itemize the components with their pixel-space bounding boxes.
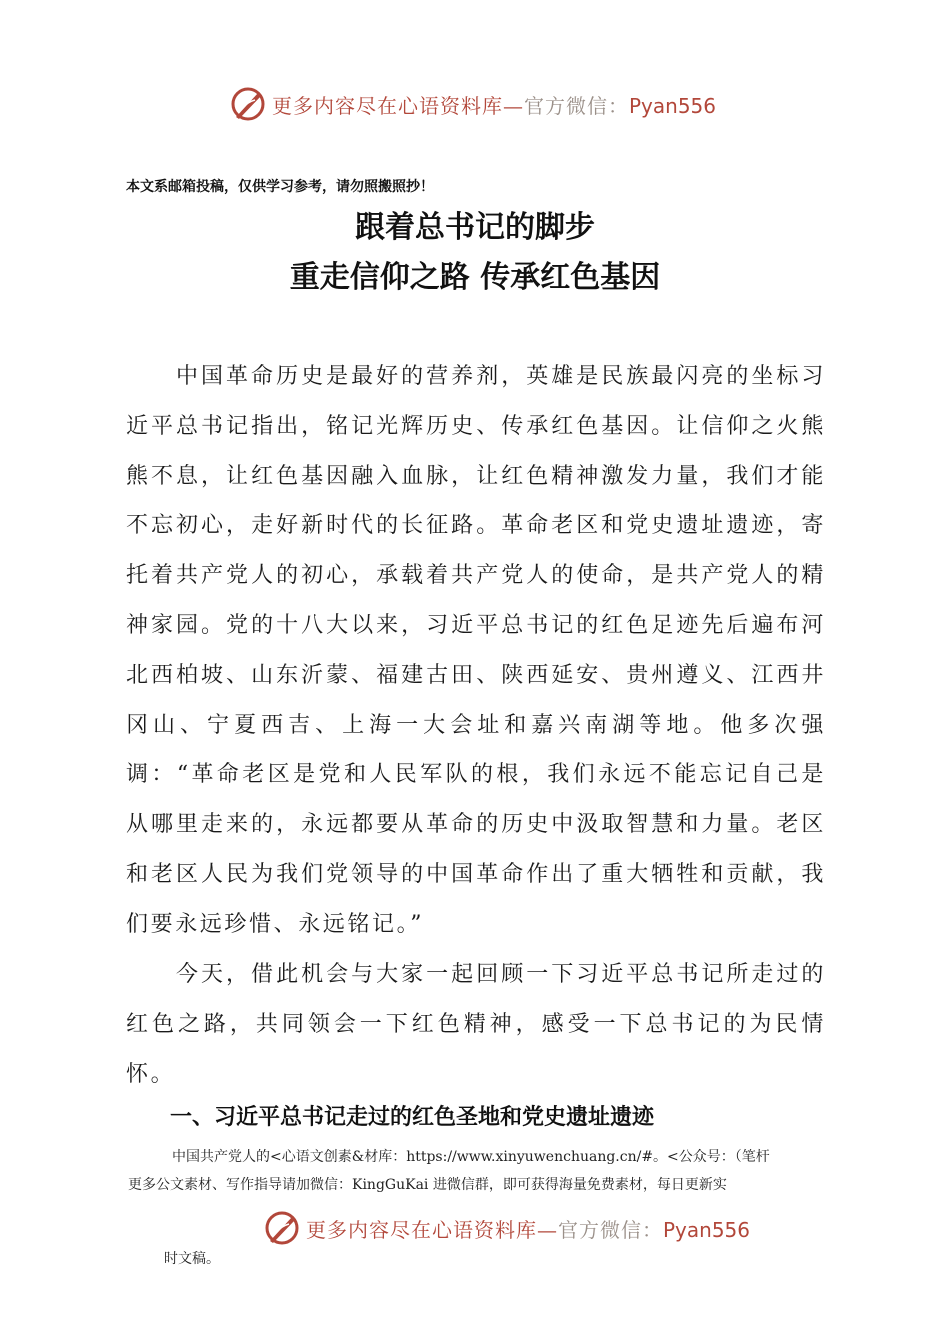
footer-line: 时文稿。 (164, 1251, 220, 1267)
watermark-banner-top (0, 84, 950, 124)
pen-nib-logo-icon (228, 84, 268, 124)
footer-line: 更多公文素材、写作指导请加微信：KingGuKai 进微信群，即可获得海量免费素材，每日更新实 (128, 1177, 727, 1193)
pen-nib-logo-icon (262, 1208, 302, 1248)
submission-notice: 本文系邮箱投稿，仅供学习参考，请勿照搬照抄！ (126, 179, 434, 195)
watermark-text: 更多内容尽在心语资料库—官方微信：Pyan556 (272, 93, 717, 118)
section-heading: 一、习近平总书记走过的红色圣地和党史遗址遗迹 (170, 1105, 655, 1130)
body-paragraph: 中国革命历史是最好的营养剂，英雄是民族最闪亮的坐标习近平总书记指出，铭记光辉历史、传承红色基因。让信仰之火熊熊不息，让红色基因融入血脉，让红色精神激发力量，我们才能不忘初心，走好新时代的长征路。革命老区和党史遗址遗迹，寄托着共产党人的初心，承载着共产党人的使命，是共产党人的精神家园。党的十八大以来，习近平总书记的红色足迹先后遍布河北西柏坡、山东沂蒙、福建古田、陕西延安、贵州遵义、江西井冈山、宁夏西吉、上海一大会址和嘉兴南湖等地。他多次强调：“革命老区是党和人民军队的根，我们永远不能忘记自己是从哪里走来的，永远都要从革命的历史中汲取智慧和力量。老区和老区人民为我们党领导的中国革命作出了重大牺牲和贡献，我们要永远珍惜、永远铭记。” (126, 364, 826, 937)
footer-line: 中国共产党人的<心语文创素&材库：https://www.xinyuwenchuang.cn/#。<公众号：（笔杆 (172, 1149, 770, 1165)
watermark-text: 更多内容尽在心语资料库—官方微信：Pyan556 (306, 1217, 751, 1242)
watermark-banner-bottom (0, 1208, 950, 1248)
body-paragraph: 今天，借此机会与大家一起回顾一下习近平总书记所走过的红色之路，共同领会一下红色精神，感受一下总书记的为民情怀。 (126, 962, 826, 1087)
page-title: 跟着总书记的脚步 (355, 210, 595, 245)
page-subtitle: 重走信仰之路 传承红色基因 (289, 260, 661, 295)
